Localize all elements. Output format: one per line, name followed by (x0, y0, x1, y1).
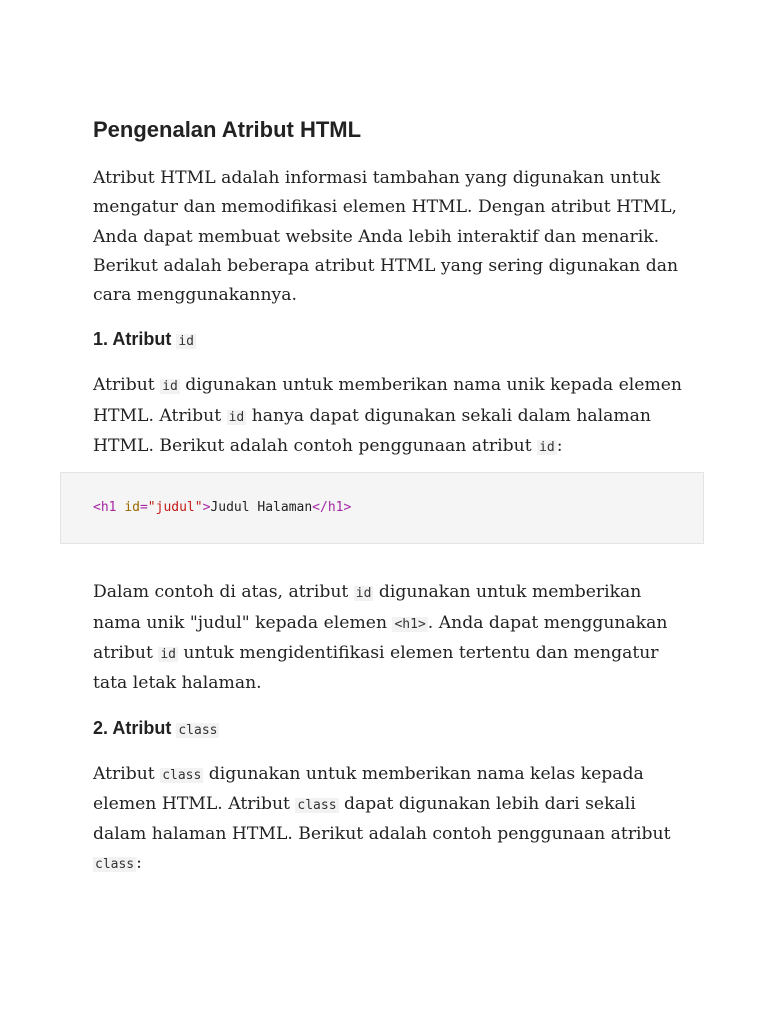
section-heading-id (93, 324, 683, 357)
id-explanation-paragraph: Dalam contoh di atas, atribut id digunakan untuk memberikan nama unik "judul" kepada elemen <h1> . Anda dapat menggunakan atribut id untuk mengidentifikasi elemen tertentu dan mengatur tata letak halaman. (93, 582, 668, 694)
code-token: Judul Halaman (210, 500, 313, 516)
code-token: = (139, 500, 148, 516)
page-title: Pengenalan Atribut HTML (93, 117, 362, 142)
inline-code: class (95, 857, 135, 873)
inline-code: class (162, 767, 202, 783)
intro-paragraph: Atribut HTML adalah informasi tambahan yang digunakan untuk mengatur dan memodifikasi elemen HTML. Dengan atribut HTML, Anda dapat membuat website Anda lebih interaktif dan menarik. Berikut adalah beberapa atribut HTML yang sering digunakan dan cara menggunakannya. (93, 168, 679, 306)
inline-code: id (160, 646, 176, 662)
inline-code: class (297, 797, 337, 813)
id-description-paragraph: Atribut id digunakan untuk memberikan nama unik kepada elemen HTML. Atribut id hanya dapat digunakan sekali dalam halaman HTML. Berikut adalah contoh penggunaan atribut id : (93, 375, 682, 457)
inline-code: class (178, 722, 218, 738)
inline-code: <h1> (394, 616, 426, 632)
code-token: </h1> (312, 500, 352, 516)
inline-code: id (228, 409, 245, 425)
code-block (60, 472, 704, 544)
section-heading-class (93, 713, 683, 746)
code-token: > (202, 500, 211, 516)
code-token: <h1 (93, 500, 125, 516)
section-heading-text: 1. Atribut (93, 329, 177, 350)
code-line (93, 499, 351, 517)
inline-code: id (539, 440, 555, 456)
code-token: id (124, 500, 140, 516)
inline-code: id (178, 334, 194, 350)
article (93, 114, 683, 894)
section-heading-text: 2. Atribut (93, 717, 177, 738)
class-description-paragraph: Atribut class digunakan untuk memberikan nama kelas kepada elemen HTML. Atribut class dapat digunakan lebih dari sekali dalam halaman HTML. Berikut adalah contoh penggunaan atribut class : (93, 763, 671, 874)
code-token: "judul" (147, 500, 203, 516)
inline-code: id (355, 586, 372, 602)
inline-code: id (162, 379, 178, 395)
